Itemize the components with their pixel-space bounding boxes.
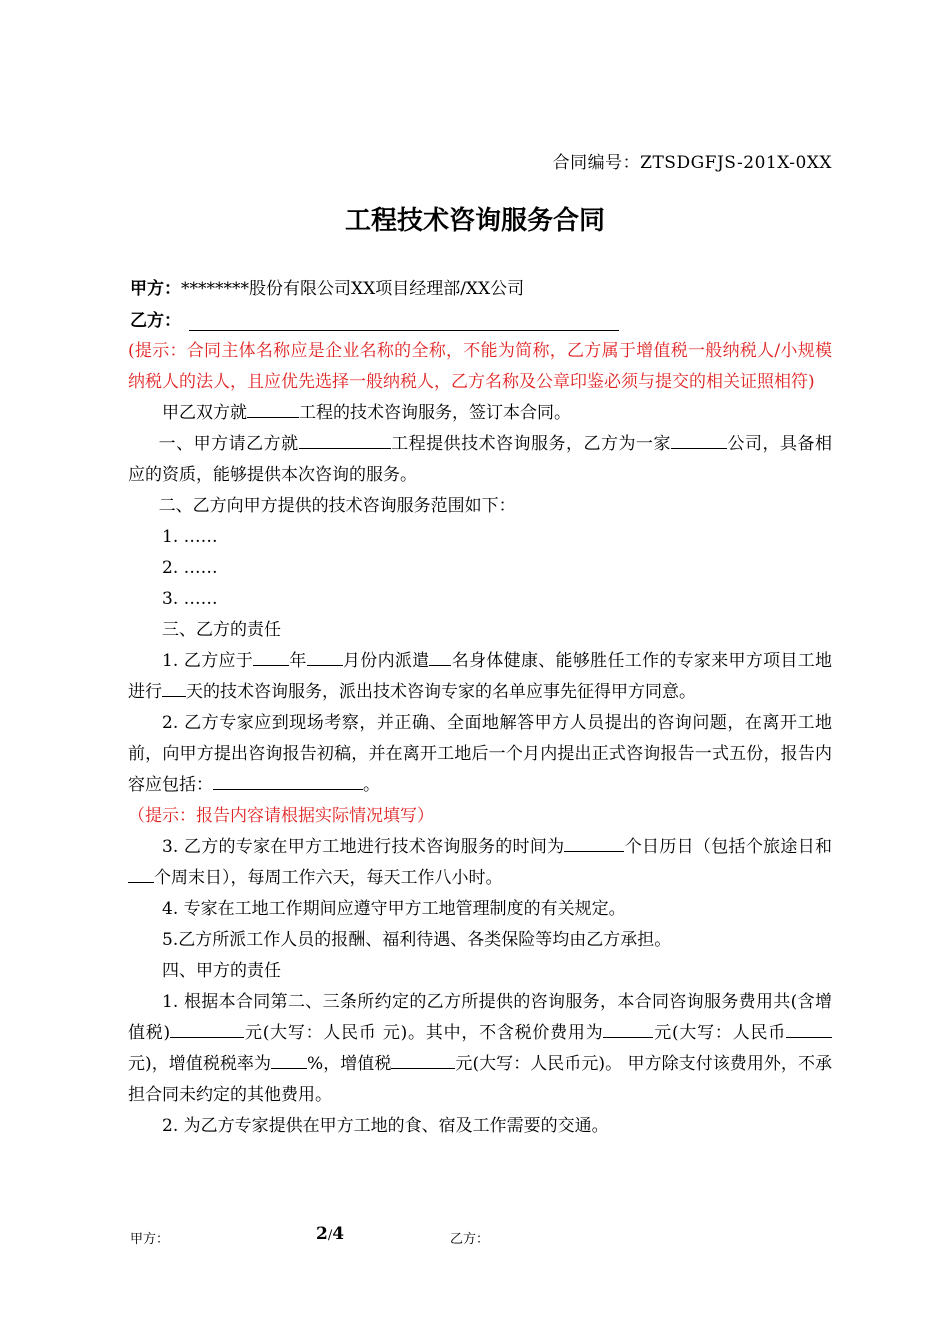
- hint-report: （提示：报告内容请根据实际情况填写）: [128, 806, 434, 826]
- blank: [247, 399, 299, 418]
- blank: [786, 1019, 832, 1038]
- footer-party-b: 乙方：: [450, 1232, 490, 1247]
- clause-4-1: 1. 根据本合同第二、三条所约定的乙方所提供的咨询服务，本合同咨询服务费用共(含增值税) 元(大写：人民币 元)。其中，不含税价费用为 元(大写：人民币元)，增值税税率为 %，增值税 元(大写：人民币元)。 甲方除支付该费用外，不承担合同未约定的其他费用。: [128, 992, 832, 1105]
- list-item: 3. ……: [162, 589, 218, 609]
- party-a: [130, 274, 524, 299]
- clause-1: 一、甲方请乙方就 工程提供技术咨询服务，乙方为一家 公司，具备相应的资质，能够提供本次咨询的服务。: [128, 429, 832, 491]
- blank: [603, 1019, 653, 1038]
- blank: [213, 771, 363, 790]
- blank: [271, 1050, 307, 1069]
- hint-party-names: (提示：合同主体名称应是企业名称的全称，不能为简称，乙方属于增值税一般纳税人/小规模纳税人的法人，且应优先选择一般纳税人，乙方名称及公章印鉴必须与提交的相关证照相符): [128, 341, 832, 392]
- clause-4-2: 2. 为乙方专家提供在甲方工地的食、宿及工作需要的交通。: [162, 1116, 609, 1136]
- clause-3-3: 3. 乙方的专家在甲方工地进行技术咨询服务的时间为 个日历日（包括个旅途日和个周末日），每周工作六天，每天工作八小时。: [128, 832, 832, 894]
- clause-3-5: 5.乙方所派工作人员的报酬、福利待遇、各类保险等均由乙方承担。: [162, 930, 672, 950]
- party-b: [130, 306, 619, 331]
- contract-body: [128, 336, 832, 1142]
- contract-number: 合同编号：ZTSDGFJS-201X-0XX: [552, 153, 832, 173]
- blank: [170, 1019, 244, 1038]
- blank: [128, 864, 154, 883]
- page-number: 2/4: [316, 1224, 345, 1244]
- footer-party-a: 甲方：: [130, 1232, 170, 1247]
- party-a-label: 甲方：: [130, 279, 181, 299]
- section-4-heading: 四、甲方的责任: [162, 961, 281, 981]
- list-item: 2. ……: [162, 558, 218, 578]
- blank: [391, 1050, 455, 1069]
- section-3-heading: 三、乙方的责任: [162, 620, 281, 640]
- clause-3-1: 1. 乙方应于 年 月份内派遣 名身体健康、能够胜任工作的专家来甲方项目工地进行 天的技术咨询服务，派出技术咨询专家的名单应事先征得甲方同意。: [128, 646, 832, 708]
- list-item: 1. ……: [162, 527, 218, 547]
- party-b-blank: [189, 313, 619, 331]
- party-a-value: ********股份有限公司XX项目经理部/XX公司: [181, 279, 525, 299]
- blank: [299, 430, 391, 449]
- blank: [307, 647, 343, 666]
- blank: [429, 647, 451, 666]
- intro-paragraph: 甲乙双方就 工程的技术咨询服务，签订本合同。: [128, 398, 832, 429]
- party-b-label: 乙方：: [130, 311, 181, 331]
- document-title: 工程技术咨询服务合同: [344, 206, 605, 236]
- clause-3-2: 2. 乙方专家应到现场考察，并正确、全面地解答甲方人员提出的咨询问题，在离开工地前，向甲方提出咨询报告初稿，并在离开工地后一个月内提出正式咨询报告一式五份，报告内容应包括： 。: [128, 713, 832, 795]
- blank: [564, 833, 624, 852]
- blank: [671, 430, 727, 449]
- clause-3-4: 4. 专家在工地工作期间应遵守甲方工地管理制度的有关规定。: [162, 899, 626, 919]
- blank: [162, 678, 186, 697]
- clause-2: 二、乙方向甲方提供的技术咨询服务范围如下：: [158, 496, 516, 516]
- blank: [253, 647, 289, 666]
